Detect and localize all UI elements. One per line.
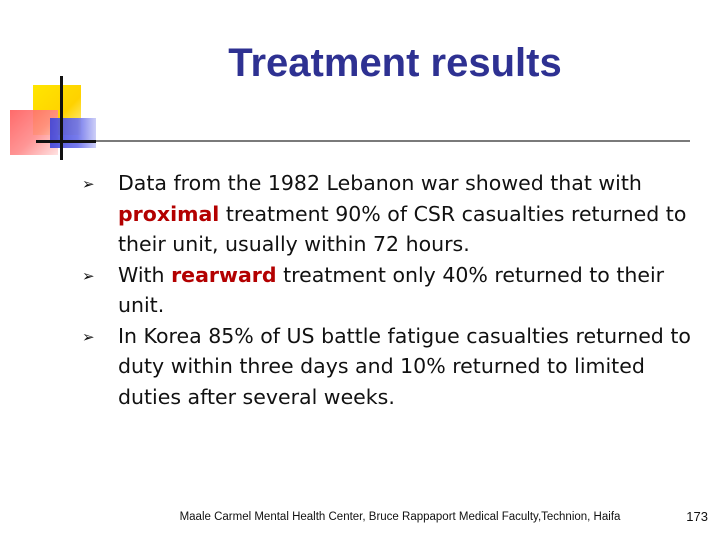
arrow-bullet-icon: ➢ xyxy=(82,266,95,285)
page-number: 173 xyxy=(686,509,708,524)
blue-square xyxy=(50,118,96,148)
vertical-rule xyxy=(60,76,63,160)
bullet-item xyxy=(82,260,697,321)
highlighted-term: proximal xyxy=(118,201,220,226)
title-underline-accent xyxy=(36,140,96,143)
highlighted-term: rearward xyxy=(171,262,277,287)
bullet-text: treatment only 40% returned to their unit. xyxy=(118,262,665,317)
decorative-logo xyxy=(0,0,120,170)
footer-text: Maale Carmel Mental Health Center, Bruce Rappaport Medical Faculty,Technion, Haifa xyxy=(179,511,621,523)
arrow-bullet-icon: ➢ xyxy=(82,327,95,346)
bullet-text: Data from the 1982 Lebanon war showed that with xyxy=(118,171,642,195)
bullet-item xyxy=(82,168,697,260)
bullet-text: With xyxy=(118,262,172,287)
bullet-text: In Korea 85% of US battle fatigue casualties returned to duty within three days and 10% returned to limited duties after several weeks. xyxy=(118,323,691,409)
bullet-item xyxy=(82,321,697,413)
slide-title: Treatment results xyxy=(228,41,562,85)
title-underline xyxy=(36,140,690,142)
arrow-bullet-icon: ➢ xyxy=(82,175,95,193)
bullet-text: treatment 90% of CSR casualties returned to their unit, usually within 72 hours. xyxy=(118,201,687,256)
bullet-list xyxy=(82,168,697,412)
